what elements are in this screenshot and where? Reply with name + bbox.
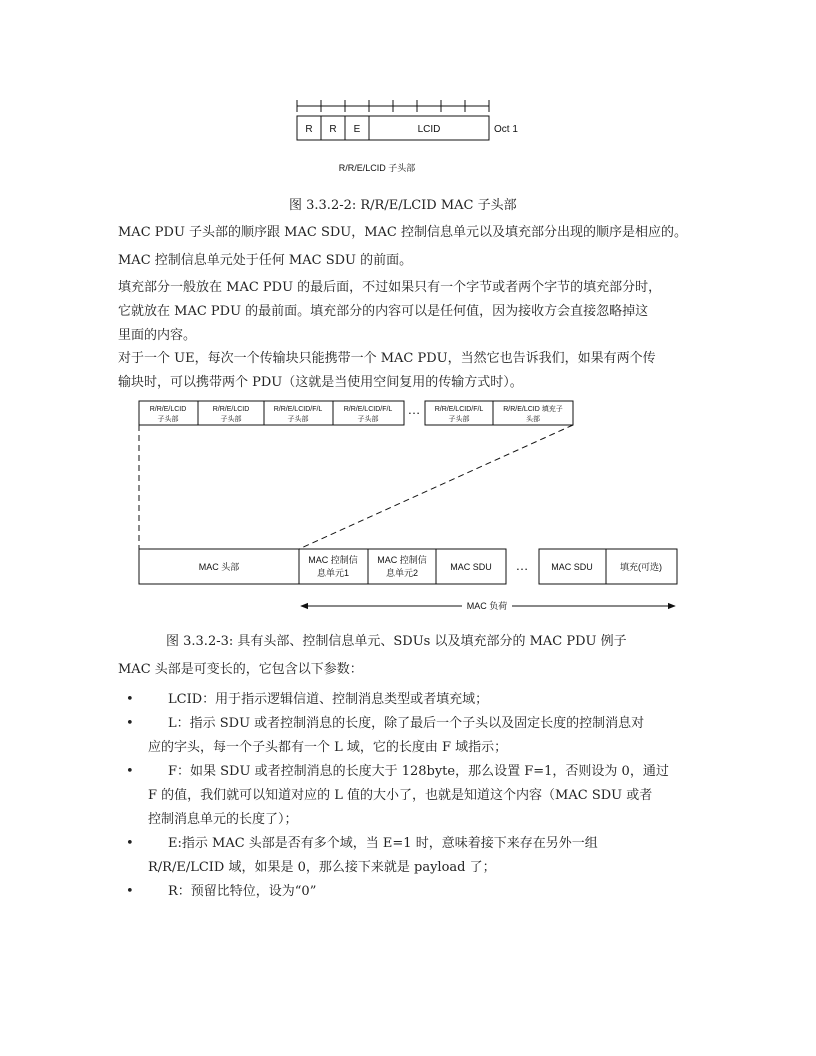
bit-ruler bbox=[297, 100, 489, 112]
pdu-mac-header: MAC 头部 bbox=[198, 562, 240, 572]
subheader-6-line1: R/R/E/LCID 填充子 bbox=[503, 406, 563, 413]
parameter-list bbox=[118, 688, 718, 904]
rre-lcid-subheader-diagram bbox=[297, 100, 518, 173]
pdu-ellipsis: … bbox=[515, 558, 529, 573]
list-item bbox=[118, 712, 718, 760]
paragraph-line: 它就放在 MAC PDU 的最前面。填充部分的内容可以是任何值，因为接收方会直接忽略掉这 bbox=[118, 304, 649, 319]
subheader-1-line2: 子头部 bbox=[157, 416, 179, 423]
paragraph-line: 填充部分一般放在 MAC PDU 的最后面，不过如果只有一个字节或者两个字节的填充部分时， bbox=[118, 280, 662, 295]
list-line: F：如果 SDU 或者控制消息的长度大于 128byte，那么设置 F=1，否则设为 0，通过 bbox=[168, 764, 669, 779]
subheader-6-line2: 头部 bbox=[526, 416, 540, 423]
list-item bbox=[118, 688, 718, 712]
field-r2: R bbox=[329, 124, 337, 135]
paragraph-3 bbox=[118, 276, 708, 348]
bullet-icon: • bbox=[126, 836, 134, 851]
pdu-ce2-line2: 息单元2 bbox=[385, 568, 419, 578]
subheader-2-line2: 子头部 bbox=[220, 416, 242, 423]
subheader-row bbox=[139, 401, 573, 425]
field-e: E bbox=[353, 124, 361, 135]
list-line: LCID：用于指示逻辑信道、控制消息类型或者填充域； bbox=[168, 692, 489, 707]
list-line: E:指示 MAC 头部是否有多个域，当 E=1 时，意味着接下来存在另外一组 bbox=[168, 836, 598, 851]
paragraph-line: 输块时，可以携带两个 PDU（这就是当使用空间复用的传输方式时）。 bbox=[118, 375, 523, 390]
pdu-ce1-line1: MAC 控制信 bbox=[308, 555, 358, 565]
pdu-sdu-1: MAC SDU bbox=[450, 562, 492, 572]
paragraph-line: 里面的内容。 bbox=[118, 328, 197, 343]
pdu-ce2-line1: MAC 控制信 bbox=[377, 555, 427, 565]
list-line: 控制消息单元的长度了）； bbox=[148, 812, 298, 827]
subheader-3-line1: R/R/E/LCID/F/L bbox=[273, 406, 323, 413]
list-line: R/R/E/LCID 域，如果是 0，那么接下来就是 payload 了； bbox=[148, 860, 496, 875]
paragraph-4 bbox=[118, 347, 708, 395]
paragraph-line: MAC 控制信息单元处于任何 MAC SDU 的前面。 bbox=[118, 253, 413, 268]
paragraph-2 bbox=[118, 249, 708, 273]
subheader-2-line1: R/R/E/LCID bbox=[212, 406, 250, 413]
field-lcid: LCID bbox=[417, 124, 441, 135]
field-r1: R bbox=[305, 124, 313, 135]
list-line: L：指示 SDU 或者控制消息的长度，除了最后一个子头以及固定长度的控制消息对 bbox=[168, 716, 645, 731]
list-line: R：预留比特位，设为“0” bbox=[168, 884, 317, 899]
paragraph-line: MAC PDU 子头部的顺序跟 MAC SDU，MAC 控制信息单元以及填充部分出现的顺序是相应的。 bbox=[118, 225, 688, 240]
diagram1-subtitle: R/R/E/LCID 子头部 bbox=[338, 163, 416, 173]
subheader-4-line1: R/R/E/LCID/F/L bbox=[343, 406, 393, 413]
subheader-5-line1: R/R/E/LCID/F/L bbox=[434, 406, 484, 413]
subheader-ellipsis: … bbox=[407, 402, 421, 417]
oct-label: Oct 1 bbox=[494, 124, 518, 135]
bullet-icon: • bbox=[126, 884, 134, 899]
subheader-4-line2: 子头部 bbox=[357, 416, 379, 423]
bullet-icon: • bbox=[126, 692, 134, 707]
paragraph-line: 对于一个 UE，每次一个传输块只能携带一个 MAC PDU，当然它也告诉我们，如果有两个传 bbox=[118, 351, 656, 366]
paragraph-line: MAC 头部是可变长的，它包含以下参数： bbox=[118, 662, 363, 677]
subheader-5-line2: 子头部 bbox=[448, 416, 470, 423]
pdu-padding: 填充(可选) bbox=[620, 562, 662, 572]
list-line: 应的字头，每一个子头都有一个 L 域，它的长度由 F 域指示； bbox=[148, 740, 508, 755]
bullet-icon: • bbox=[126, 764, 134, 779]
bullet-icon: • bbox=[126, 716, 134, 731]
pdu-ce1-line2: 息单元1 bbox=[316, 568, 350, 578]
paragraph-1 bbox=[118, 221, 708, 245]
list-line: F 的值，我们就可以知道对应的 L 值的大小了，也就是知道这个内容（MAC SDU 或者 bbox=[148, 788, 653, 803]
oct1-row bbox=[297, 116, 489, 140]
pdu-sdu-2: MAC SDU bbox=[551, 562, 593, 572]
intro-paragraph bbox=[118, 658, 708, 682]
list-item bbox=[118, 880, 718, 904]
mac-pdu-diagram bbox=[139, 401, 677, 611]
list-item bbox=[118, 832, 718, 880]
figure-caption-2: 图 3.3.2-3: 具有头部、控制信息单元、SDUs 以及填充部分的 MAC PDU 例子 bbox=[166, 634, 627, 649]
figure-caption-1: 图 3.3.2-2: R/R/E/LCID MAC 子头部 bbox=[289, 198, 517, 213]
payload-label: MAC 负荷 bbox=[466, 601, 508, 611]
list-item bbox=[118, 760, 718, 832]
expansion-lines bbox=[139, 425, 573, 549]
subheader-1-line1: R/R/E/LCID bbox=[149, 406, 187, 413]
subheader-3-line2: 子头部 bbox=[287, 416, 309, 423]
